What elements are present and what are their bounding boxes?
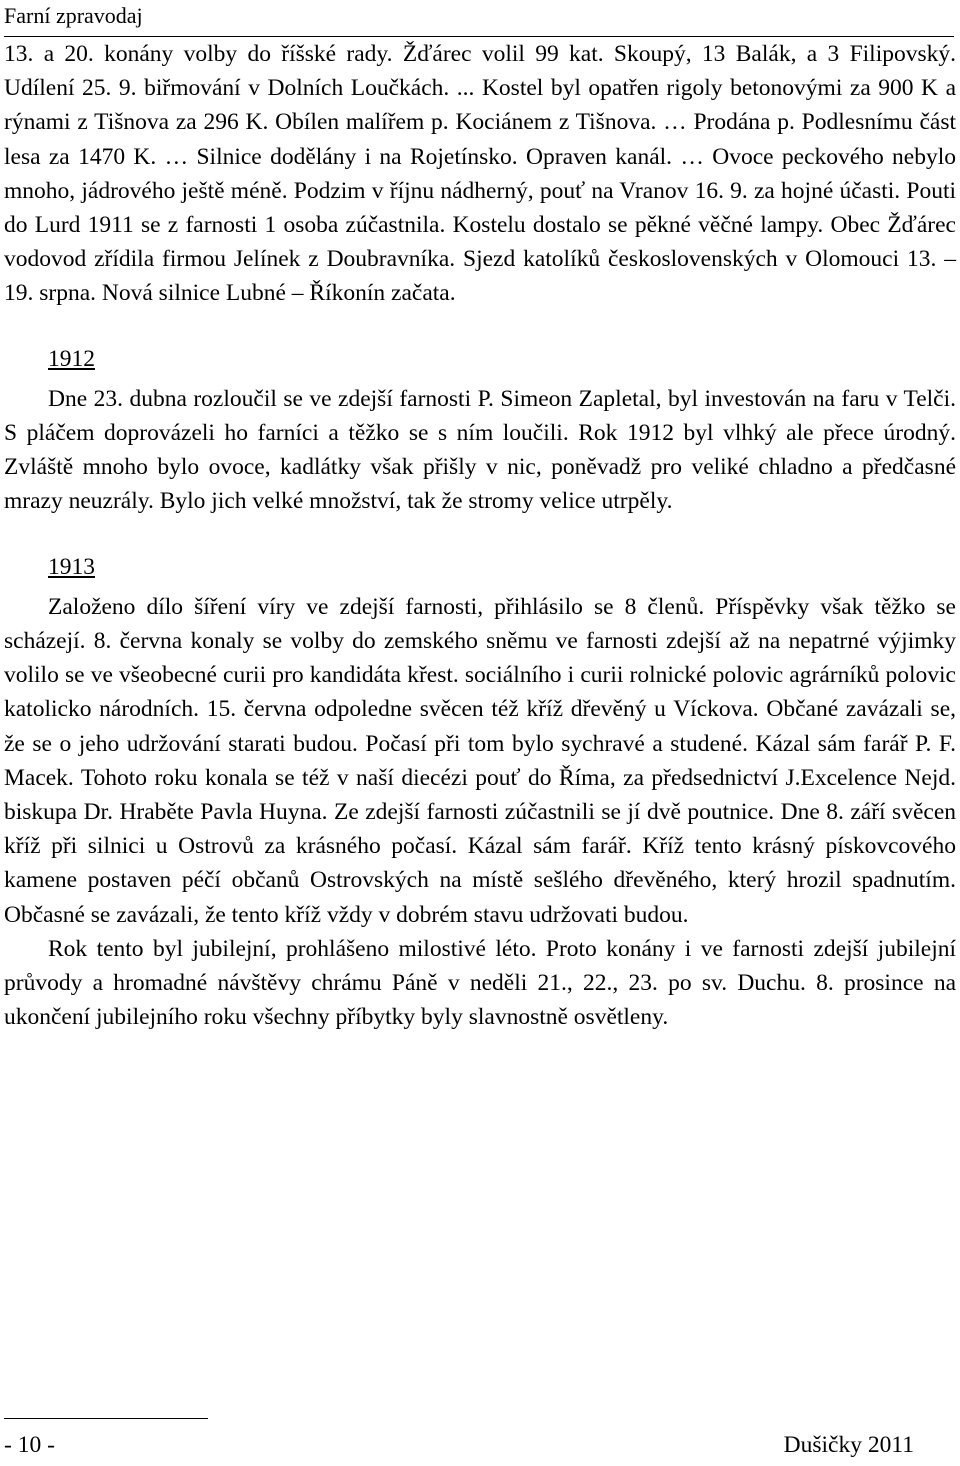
paragraph-1913: Založeno dílo šíření víry ve zdejší farnosti, přihlásilo se 8 členů. Příspěvky však těžko se scházejí. 8. června konaly se volby do zemského sněmu ve farnosti zdejší až na nepatrné výjimky volilo se ve všeobecné curii pro kandidáta křest. sociálního i curii rolnické polovic agrárníků polovic katolicko národních. 15. června odpoledne svěcen též kříž dřevěný u Víckova. Občané zavázali se, že se o jeho udržování starati budou. Počasí při tom bylo sychravé a studené. Kázal sám farář P. F. Macek. Tohoto roku konala se též v naší diecézi pouť do Říma, za předsednictví J.Excelence Nejd. biskupa Dr. Hraběte Pavla Huyna. Ze zdejší farnosti zúčastnili se jí dvě poutnice. Dne 8. září svěcen kříž při silnici u Ostrovů za krásného počasí. Kázal sám farář. Kříž tento krásný pískovcového kamene postaven péčí občanů Ostrovských na místě sešlého dřevěného, který hrozil spadnutím. Občasné se zavázali, že tento kříž vždy v dobrém stavu udržovati budou. [4,593,956,928]
article-body [4,37,956,1034]
page-number: - 10 - [4,1432,55,1458]
issue-label: Dušičky 2011 [783,1432,914,1458]
paragraph-jubilee: Rok tento byl jubilejní, prohlášeno milostivé léto. Proto konány i ve farnosti zdejší jubilejní průvody a hromadné návštěvy chrámu Páně v neděli 21., 22., 23. po sv. Duchu. 8. prosince na ukončení jubilejního roku všechny příbytky byly slavnostně osvětleny. [4,935,956,1031]
year-heading-1912: 1912 [48,345,95,372]
footer-divider [4,1418,208,1419]
year-heading-1913: 1913 [48,553,95,580]
paragraph-1912: Dne 23. dubna rozloučil se ve zdejší farnosti P. Simeon Zapletal, byl investován na faru v Telči. S pláčem doprovázeli ho farníci a těžko se s ním loučili. Rok 1912 byl vlhký ale přece úrodný. Zvláště mnoho bylo ovoce, kadlátky však přišly v nic, poněvadž pro veliké chladno a předčasné mrazy neuzrály. Bylo jich velké množství, tak že stromy velice utrpěly. [4,385,956,515]
paragraph-1911: 13. a 20. konány volby do říšské rady. Žďárec volil 99 kat. Skoupý, 13 Balák, a 3 Filipovský. Udílení 25. 9. biřmování v Dolních Loučkách. ... Kostel byl opatřen rigoly betonovými za 900 K a rýnami z Tišnova za 296 K. Obílen malířem p. Kociánem z Tišnova. … Prodána p. Podlesnímu část lesa za 1470 K. … Silnice dodělány i na Rojetínsko. Opraven kanál. … Ovoce peckového nebylo mnoho, jádrového ještě méně. Podzim v říjnu nádherný, pouť na Vranov 16. 9. za hojné účasti. Pouti do Lurd 1911 se z farnosti 1 osoba zúčastnila. Kostelu dostalo se pěkné věčné lampy. Obec Žďárec vodovod zřídila firmou Jelínek z Doubravníka. Sjezd katolíků československých v Olomouci 13. – 19. srpna. Nová silnice Lubné – Říkonín začata. [4,41,956,307]
newsletter-title: Farní zpravodaj [4,3,143,28]
page-header [4,0,954,37]
